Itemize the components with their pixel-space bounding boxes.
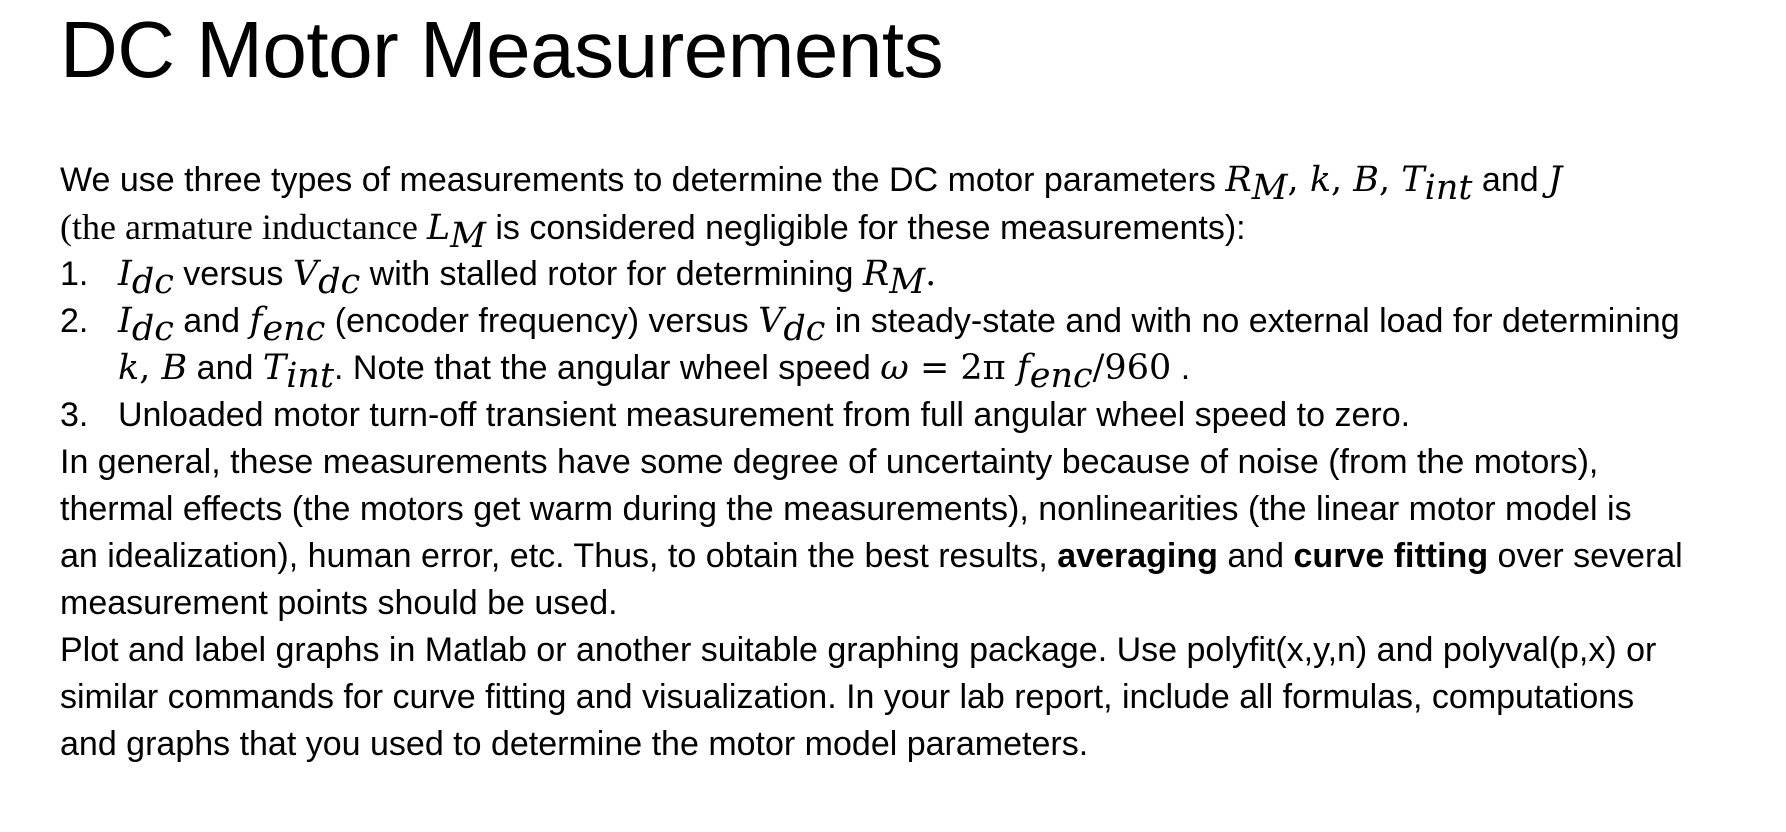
slide-body — [60, 157, 1770, 768]
var-i: I — [118, 254, 132, 294]
param-r-sub: M — [1251, 168, 1288, 208]
paragraph-line: In general, these measurements have some degree of uncertainty because of noise (from the motors), — [60, 443, 1599, 481]
bold-averaging: averaging — [1057, 537, 1218, 575]
list-number: 1. — [60, 255, 89, 293]
var-r: R — [862, 254, 890, 294]
var-t: T — [262, 348, 287, 388]
var-f: f — [249, 301, 263, 341]
param-r: R — [1225, 160, 1252, 200]
param-t: T — [1401, 160, 1425, 200]
param-j: J — [1548, 160, 1563, 200]
var-f-sub: enc — [262, 309, 326, 349]
var-i-sub: dc — [131, 262, 174, 302]
sep: , — [139, 348, 162, 388]
item-text: (encoder frequency) versus — [325, 302, 759, 340]
param-l: L — [426, 208, 451, 248]
and-text: and — [1472, 161, 1549, 199]
paragraph-text: and — [1217, 537, 1294, 575]
item-text: with stalled rotor for determining — [360, 255, 863, 293]
paragraph-line: Plot and label graphs in Matlab or another suitable graphing package. Use polyfit(x,y,n) and polyval(p,x) or — [60, 631, 1657, 669]
var-r-sub: M — [889, 262, 926, 302]
item-text: in steady-state and with no external load for determining — [825, 302, 1680, 340]
param-k: k — [1309, 160, 1332, 200]
list-item — [60, 298, 1770, 349]
var-omega: ω — [880, 348, 909, 388]
equation-tail: /960 — [1092, 348, 1172, 388]
item-text: Unloaded motor turn-off transient measurement from full angular wheel speed to zero. — [118, 396, 1411, 434]
sep: , — [1331, 160, 1354, 200]
intro-line-2 — [60, 204, 1770, 256]
list-item — [60, 251, 1770, 302]
intro-open-text: (the armature inductance — [60, 207, 427, 247]
var-v: V — [292, 254, 319, 294]
var-f-sub: enc — [1029, 356, 1093, 396]
var-i: I — [118, 301, 132, 341]
paragraph-line: thermal effects (the motors get warm during the measurements), nonlinearities (the linear motor model is — [60, 490, 1632, 528]
page-title: DC Motor Measurements — [60, 5, 944, 94]
intro-line-1 — [60, 157, 1770, 208]
paragraph-line: and graphs that you used to determine the motor model parameters. — [60, 725, 1089, 763]
list-item-continuation — [60, 345, 1770, 396]
param-t-sub: int — [1424, 168, 1473, 208]
item-end: . — [925, 254, 937, 294]
list-number: 3. — [60, 396, 89, 434]
paragraph-line: measurement points should be used. — [60, 584, 618, 622]
paragraph-line: similar commands for curve fitting and visualization. In your lab report, include all formulas, computations — [60, 678, 1635, 716]
paragraph-line — [60, 533, 1770, 580]
var-f: f — [1016, 348, 1030, 388]
var-b: B — [161, 348, 188, 388]
var-k: k — [118, 348, 140, 388]
intro-text: We use three types of measurements to determine the DC motor parameters — [60, 161, 1216, 199]
item-end: . — [1171, 349, 1191, 387]
item-text: versus — [173, 255, 293, 293]
var-v: V — [758, 301, 784, 341]
paragraph-text: over several — [1488, 537, 1683, 575]
item-text: . Note that the angular wheel speed — [334, 349, 881, 387]
equation-text: = 2π — [908, 348, 1017, 388]
bold-curve-fitting: curve fitting — [1293, 537, 1489, 575]
sep: , — [1287, 160, 1310, 200]
var-v-sub: dc — [783, 309, 826, 349]
item-text: and — [173, 302, 250, 340]
var-i-sub: dc — [131, 309, 174, 349]
var-t-sub: int — [286, 356, 335, 396]
paragraph-text: an idealization), human error, etc. Thus, to obtain the best results, — [60, 537, 1058, 575]
param-l-sub: M — [450, 216, 486, 256]
list-item — [60, 392, 1770, 439]
param-b: B — [1353, 160, 1380, 200]
intro-rest-text: is considered negligible for these measurements): — [485, 209, 1246, 247]
list-number: 2. — [60, 302, 89, 340]
sep: , — [1379, 160, 1402, 200]
var-v-sub: dc — [318, 262, 361, 302]
and-text: and — [187, 349, 263, 387]
